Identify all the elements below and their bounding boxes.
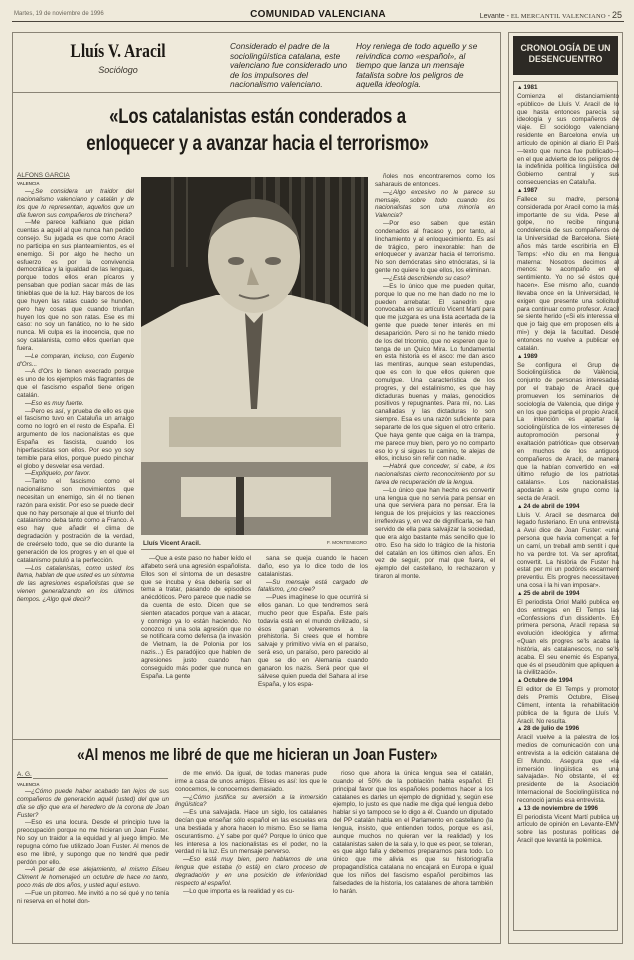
chronology-entry-text: El periodista Oriol Malló publica en dos entregas en El Temps las «Confessions d'un dissident». En primera persona, Aracil repasa su evolución ideológica y afirma: «Quan els progres se'ls acaba la història, als catalanescos, no se'ls acaba. El seu enemic és Espanya, que és el pseudònim que apliquen a la civilització». (517, 598, 619, 677)
answer-paragraph: —Es lo único que me pueden quitar, porque lo que no me han dado no me lo pueden arrebatar. El sanedrín que convocaba en su artículo Vicent Martí para que me juzgara es una lista acertada de la gente que puede tener interés en mi desaparición. Pero si no he tenido miedo de los del tricornio, que no esperen que lo tenga de un Quico Mira. Lo fundamental en esta historia es el asco: me dan asco las mentiras, aunque sean estupendas, que es con lo que ellos quieren que comulgue. Una característica de los progres, y del estalinismo, es que hay dictaduras buenas y malas, genocidios positivos y repugnantes. Para mí, no. Las canalladas y las dictaduras lo son siempre. Esa es una razón suficiente para separarte de los que siguen el otro criterio. Que haya gente que caiga en la trampa, me parece muy bien, pero yo no comparto eso lo y si sigues tu camino, te alejas de ellos, incluso sin reñir con nadie. (375, 282, 495, 463)
paper-name: Levante - EL MERCANTIL VALENCIANO - 25 (479, 10, 622, 20)
question-paragraph: —Su mensaje está cargado de fatalismo, ¿no cree? (258, 578, 368, 594)
chronology-entry-text: Lluís V. Aracil se desmarca del legado fusteriano. En una entrevista a Avui dice de Joan Fuster: «una persona que havia començat a fer un camí, un treball amb sentit i que ho va perdre tot. Va ser aprofitat, convertit. La història de Fuster ha estat per mi un podórós escarment preventiu. Els progres necessitaven una cosa i la hi van imposar». (517, 511, 619, 590)
page-folio (12, 8, 624, 22)
masthead: EL MERCANTIL VALENCIANO (510, 13, 606, 20)
question-paragraph: —Habrá que conceder, si cabe, a los nacionalistas cierto reconocimiento por su tarea de recuperación de la lengua. (375, 463, 495, 486)
question-paragraph: —Los catalanistas, como usted los llama, hablan de que usted es un síntoma de las agresiones españolistas que se vienen generalizando en los últimos tiempos. ¿Algo qué decir? (17, 564, 134, 603)
issue-date: Martes, 19 de noviembre de 1996 (14, 11, 104, 17)
chronology-date: ▲ Octubre de 1994 (517, 677, 619, 686)
question-paragraph: —¿Cómo puede haber acabado tan lejos de sus compañeros de generación aquél (usted) del que un día se dijo que era el heredero de la corona de Joan Fuster? (17, 788, 169, 819)
answer-paragraph: ñoles nos encontraremos como los saharauis de entonces. (375, 173, 495, 188)
answer-paragraph: —Lo único que han hecho es convertir una lengua que no servía para pensar en una que serviera para no pensar. Era la lengua de los prejuicios y las reacciones irreflexivas y, en vez de dignificarla, se han servido de ella para salvajizar la sociedad, que era algo bastante más sencillo que lo otro. Eso ha sido lo trágico de la historia del catalán en los últimos cien años. En vez de seguir, por mal que fuera, el ejemplo del castellano, lo rechazaron y tiraron al monte. (375, 486, 495, 581)
article-column-3 (258, 555, 368, 736)
deck-text-left: Considerado el padre de la sociolingüística catalana, este valenciano fue considerado uno de los impulsores del nacionalismo valenciano. (230, 41, 348, 90)
answer-paragraph: —Fue un pitorreo. Me invitó a no sé qué y no tenía ni reserva en el hotel don- (17, 889, 169, 905)
question-paragraph: —¿Está describiendo su caso? (383, 274, 471, 282)
answer-paragraph: de me envió. Da igual, de todas maneras pude irme a casa de unos amigos. Eliseu es así: los que le conocemos, le conocemos demasiado. (175, 770, 327, 793)
question-paragraph: —¿Algo excesivo no le parece su mensaje, sobre todo cuando los nacionalistas son una minoría en Valencia? (375, 188, 495, 220)
answer-paragraph: —Tanto el fascismo como el nacionalismo son movimientos que necesitan un enemigo, sin él no tienen razón para existir. Por eso se puede decir que no hay personaje al que el triunfo del catalanismo deba tanto como a Franco. A eso hay que añadir el clima de degradación y postración de la verdad, de creérselo todo, que se dio durante la generación de los progres y en el que el catalanismo pululó a la perfección. (17, 478, 134, 564)
photo-caption: Lluís Vicent Aracil. (143, 540, 201, 547)
answer-paragraph: sana se queja cuando le hacen daño, eso ya lo dice todo de los catalanistas. (258, 555, 368, 578)
chronology-entry-text: Comienza el distanciamiento «público» de Lluís V. Aracil de lo que hasta entonces parecía su ideología y sus compañeros de viaje. El sociólogo valenciano residente en Barcelona envía un artículo de opinión al diario El País —texto que nunca fue publicado— en el que advierte de los peligros de la indefinida política lingüística del Gobierno central y sus consecuencias en Cataluña. (517, 92, 619, 187)
article-column-2 (141, 555, 251, 736)
portrait-image (141, 177, 368, 535)
main-article (12, 32, 501, 944)
answer-paragraph: —Por eso saben que están condenados al fracaso y, por tanto, al linchamiento y al enloquecimiento. Es así de trágico, pero inexorable: han de enloquecer y avanzar hacia el terrorismo. No son demócratas sino etnócratas, si la gente no quiere lo que ellos, los eliminan. (375, 220, 495, 275)
article-column-1 (17, 188, 134, 736)
subject-name-block (23, 41, 213, 75)
photo-credit: F. MONTENEGRO (327, 541, 367, 546)
page-number: 25 (611, 10, 622, 20)
main-headline (62, 103, 453, 157)
main-headline-line2: enloquecer y a avanzar hacia el terrorismo» (86, 132, 429, 155)
chronology-entry-text: El periodista Vicent Martí publica un artículo de opinión en Levante-EMV sobre las posturas políticas de Aracil que levantá la polémica. (517, 813, 619, 845)
main-headline-line1: «Los catalanistas están conderados a (109, 105, 406, 128)
chronology-date: ▲ 1989 (517, 353, 619, 362)
answer-paragraph: —Pero es así, y prueba de ello es que el fascismo tuvo en Cataluña un arraigo como no logró en el resto de España. El argumento de los nacionalistas es que España es fascista, cuando los hiperfascistas son ellos. Por eso yo soy temible para ellos, porque puedo pinchar el globo y desvelar esa verdad. (17, 407, 134, 470)
dateline-location: VALENCIA (17, 181, 40, 186)
interview-column-1 (17, 788, 169, 938)
question-paragraph: —A pesar de ese alejamiento, el mismo Eliseu Climent le homenajeó un octubre de hace no tanto, poco más de dos años, y usted aquí estuvo. (17, 866, 169, 890)
chronology-list (517, 84, 619, 845)
subject-name: Lluís V. Aracil (70, 41, 166, 62)
interview-column-3 (333, 770, 493, 938)
chronology-date: ▲ 24 de abril de 1994 (517, 503, 619, 512)
photo-caption-row (141, 538, 368, 550)
question-paragraph: —Le comparan, incluso, con Eugenio d'Ors... (17, 352, 134, 368)
answer-paragraph: —Es una salvajada. Hace un siglo, los catalanes decían que enseñar sólo español en las escuelas era una bestiada y ahora hacen lo mismo. Eso se llama oscurantismo. ¿Y sabe por qué? Porque lo único que les interesa a los nacionalistas es el poder, no la verdad ni la luz. Es un mensaje perverso. (175, 809, 327, 856)
portrait-photo (141, 177, 368, 535)
second-headline: «Al menos me libré de que me hicieran un Joan Fuster» (77, 745, 438, 764)
chronology-entry-text: Se configura el Grup de Sociolingüística de València, conjunto de personas interesadas por el trabajo de Aracil que promueven los seminarios de sociología de Valencia, que dirige y en los que participa el propio Aracil. La intención es apartar la sociolingüística de los «intereses de autopromoción personal y exaltación patriótica» que observan en muchos de los antiguos compañeros de Aracil, de manera que la habían convertido en «el último refugio de los patriotas catalans». Los nacionalistas apodarán a este grupo como la secta de Aracil. (517, 361, 619, 502)
answer-paragraph: rioso que ahora la única lengua sea el catalán, cuando el 50% de la población habla español. El principal favor que los españoles podemos hacer a los catalanes es darles un ejemplo de dignidad y, según ese ejemplo, lo justo es que nadie me diga qué lengua debo hablar si yo tampoco se lo digo a él. Cuando un diputado del PP catalán habla en el Parlamento en castellano (la lengua, insisto, que entienden todos, porque es así, aunque muchos no quieran ver la realidad) y los catalanistas salen de la sala y, lo que es peor, se toleran, es que algo falla y debemos prepararnos para todo. Lo único que me alivia es que su historiografía propagandística catalana no encajará en Europa e igual que los niños del fascismo español percibimos las falsedades de la historia, los catalanes de ahora también lo harán. (333, 770, 493, 895)
chronology-sidebar (508, 32, 623, 944)
chronology-date: ▲ 25 de abril de 1994 (517, 590, 619, 599)
chronology-entry-text: El editor de El Temps y promotor dels Premis Octubre, Eliseu Climent, intenta la rehabilitación pública de la figura de Lluís V. Aracil. No resulta. (517, 686, 619, 725)
answer-paragraph: —Me parece kafkiano que pidan cuentas a aquél al que nunca han pedido consejo. Su jugada es que como Aracil no participa en sus planteamientos, es el enemigo. Si por algo he hecho un esfuerzo es por la convivencia democrática y la igualdad de las lenguas, porque todos ellos eran pícaros y pensaban que podían sacar más de las tinieblas que de la luz. Hay barcos de los que huyen las ratas cuado se hunden, pero hay cosas que cuando triunfan huyen los que no son ratas. Ese es mi caso: no soy un fanático, no lo he sido nunca. Mi culpa es la inocencia, que no soy catalanista, como ellos querían que fuera. (17, 219, 134, 352)
byline: ALFONS GARCIA (17, 172, 70, 179)
section-title: COMUNIDAD VALENCIANA (250, 9, 386, 20)
interview-column-2 (175, 770, 327, 938)
answer-paragraph: —Lo que importa es la realidad y es cu- (183, 887, 295, 895)
question-paragraph: —Eso está muy bien, pero hablamos de una lengua que estaba (o está) en claro proceso de degradación y en una posición de inferioridad respecto al español. (175, 856, 327, 887)
chronology-date: ▲ 13 de noviembre de 1996 (517, 805, 619, 814)
subject-role: Sociólogo (98, 65, 138, 75)
question-paragraph: —¿Cómo justifica su aversión a la inmersión lingüística? (175, 793, 327, 809)
dateline-location-2: VALENCIA (17, 782, 40, 787)
sidebar-title: CRONOLOGÍA DE UN DESENCUENTRO (513, 36, 618, 75)
deck-text-right: Hoy reniega de todo aquello y se reivindica como «español», al tiempo que lanza un mensaje fatalista sobre los peligros de aquella ideología. (356, 41, 478, 90)
chronology-entry-text: Fallece su madre, persona considerada por Aracil como la más importante de su vida. Pese al golpe, no recibe ninguna condolencia de sus compañeros de la Universidad de Barcelona. Siete años más tarde escribiría en El Temps: «No diu en ma llengua materna: Nosotros decimos al menos: te acompaño en el sentimiento. Yo no sé éstos qué hacen». Ese mismo año, cuando llevaba once en la Universidad, le exigen que presente una solicitud para continuar como profesor. Aracil se siente herido («Si els interessa el que jo faig que em proposen ells a mi») y deja la facultad. Desde entonces no vuelve a publicar en catalán. (517, 195, 619, 352)
byline-2: A. G. (17, 771, 32, 778)
question-paragraph: —¿Se considera un traidor del nacionalismo valenciano y catalán y de los que lo representan, aquellos que un día fueron sus compañeros de trinchera? (17, 188, 134, 219)
question-paragraph: —Eso es muy fuerte. (25, 399, 84, 407)
sidebar-box (513, 81, 618, 931)
answer-paragraph: —Que a este paso no haber leído el alfabeto será una agresión españolista. Ellos son el síntoma de un desastre que se incuba y ésa debería ser el tema a tratar, pasando de episodios anécdóticos. Pero parece que nadie se da cuenta de esto. Dicen que se sienten atacados porque van a atacar, y conmigo ya lo están haciendo. No conozco ni una sola agresión que no se notificara como defensa (la invasión de Vietnam, la de Polonia por los nazis...) Es paradójico que hablen de agresiones justo cuando han conseguido más poder que nunca en España. La gente (141, 555, 251, 680)
answer-paragraph: —A d'Ors lo tienen execrado porque es uno de los ejemplos más flagrantes de que el fascismo español tiene origen catalán. (17, 368, 134, 399)
article-deck (13, 33, 500, 93)
chronology-date: ▲ 1987 (517, 187, 619, 196)
byline-rule (33, 778, 168, 779)
question-paragraph: —Explíquelo, por favor. (25, 470, 91, 478)
answer-paragraph: —Pues imagínese lo que ocurrirá si ellos ganan. Lo que tendremos será mucho peor que España. Este país todavía está en el mundo civilizado, si ésos ganan volveremos a la prehistoria. Si crees que el hombre salvaje y primitivo vivía en el paraíso, será eso, un paraíso, pero parecido al que se dio en Alemania cuando ganaron los nazis. Será peor que el sálvese quien pueda del Sahara al irse España, y los espa- (258, 594, 368, 688)
chronology-date: ▲ 28 de julio de 1996 (517, 725, 619, 734)
answer-paragraph: —Eso es una locura. Desde el principio tuve la preocupación porque no me hicieran un Joan Fuster. No soy un traidor a la equidad y al juego limpio. Me repugna cómo fue utilizado Joan Fuster. Al menos de eso me libré, y supongo que no tendré que pedir perdón por ello. (17, 819, 169, 866)
article-column-4 (375, 173, 495, 736)
chronology-entry-text: Aracil vuelve a la palestra de los medios de comunicación con una entrevista a la edición catalana de El Mundo. Asegura que «la inmersión lingüística es una salvajada». No obstante, el ex presidente de la Asociación Internacional de Sociolingüística no reconoció jamás esa entrevista. (517, 734, 619, 804)
section-divider (13, 739, 500, 740)
chronology-date: ▲ 1981 (517, 84, 619, 93)
